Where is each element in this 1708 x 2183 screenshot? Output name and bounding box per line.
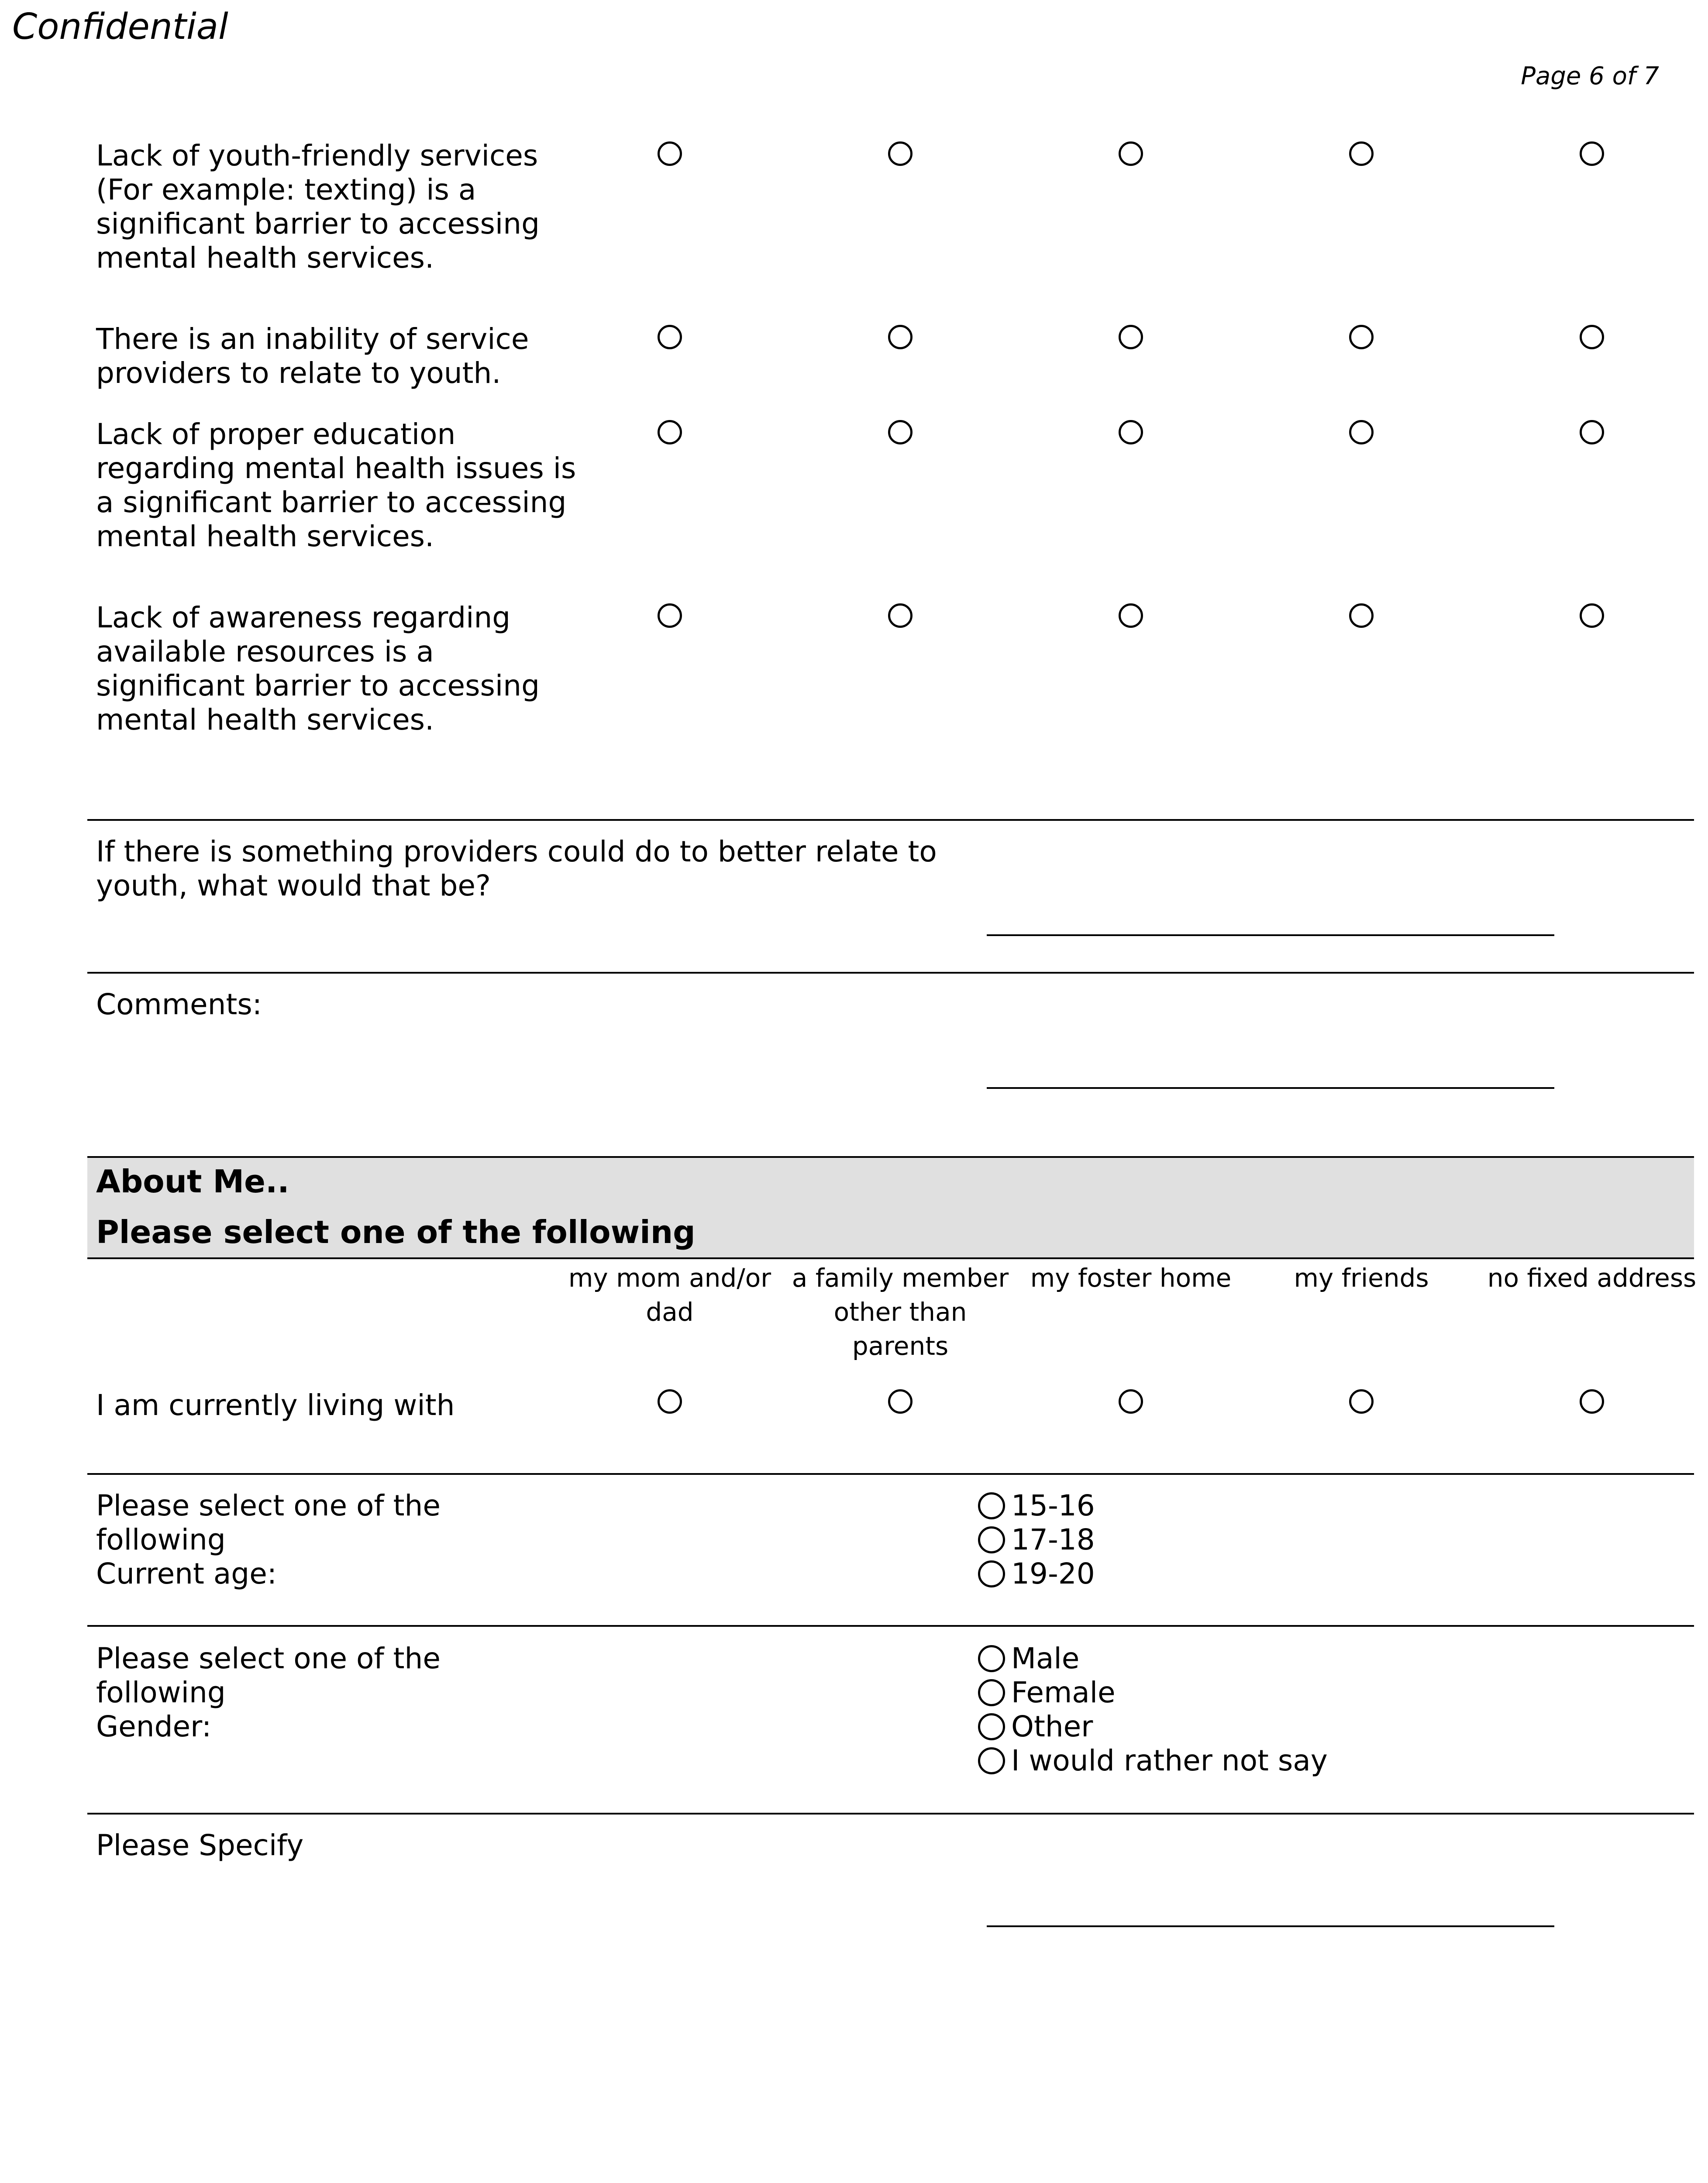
radio-gender-male[interactable] (978, 1645, 1005, 1672)
radio-gender-other[interactable] (978, 1713, 1005, 1740)
column-family-member: a family member other than parents (792, 1263, 1009, 1361)
radio-q3-opt2[interactable] (888, 420, 913, 444)
radio-gender-rather-not-say[interactable] (978, 1747, 1005, 1774)
radio-living-mom-dad[interactable] (658, 1389, 682, 1414)
column-foster-home: my foster home (1030, 1263, 1232, 1293)
comments-label: Comments: (96, 988, 262, 1021)
radio-q4-opt1[interactable] (658, 603, 682, 628)
radio-q2-opt1[interactable] (658, 325, 682, 349)
radio-q3-opt4[interactable] (1349, 420, 1374, 444)
gender-option-label: Female (1011, 1676, 1116, 1709)
radio-age-17-18[interactable] (978, 1526, 1005, 1553)
radio-q2-opt4[interactable] (1349, 325, 1374, 349)
age-instruction: Please select one of the following (96, 1489, 441, 1556)
age-label: Current age: (96, 1557, 277, 1591)
radio-q1-opt1[interactable] (658, 141, 682, 166)
radio-q4-opt4[interactable] (1349, 603, 1374, 628)
gender-instruction: Please select one of the following (96, 1642, 441, 1709)
please-specify-answer-field[interactable] (987, 1925, 1554, 1927)
about-section-title: About Me.. (96, 1163, 289, 1200)
matrix-question-2: There is an inability of service providers to relate to youth. (96, 322, 529, 390)
radio-q1-opt3[interactable] (1119, 141, 1143, 166)
gender-option-label: I would rather not say (1011, 1744, 1328, 1777)
living-question: I am currently living with (96, 1388, 455, 1422)
radio-living-friends[interactable] (1349, 1389, 1374, 1414)
matrix-question-1: Lack of youth-friendly services (For example: texting) is a significant barrier to accessing mental health services. (96, 139, 540, 275)
providers-question: If there is something providers could do to better relate to youth, what would that be? (96, 835, 937, 902)
radio-age-15-16[interactable] (978, 1492, 1005, 1519)
gender-label: Gender: (96, 1710, 212, 1743)
radio-age-19-20[interactable] (978, 1560, 1005, 1587)
divider (87, 1813, 1694, 1815)
radio-q2-opt2[interactable] (888, 325, 913, 349)
providers-answer-field[interactable] (987, 934, 1554, 936)
matrix-question-4: Lack of awareness regarding available resources is a significant barrier to accessing mental health services. (96, 601, 540, 737)
radio-q1-opt2[interactable] (888, 141, 913, 166)
age-option-label: 17-18 (1011, 1523, 1095, 1556)
divider (87, 1625, 1694, 1627)
radio-q4-opt5[interactable] (1580, 603, 1604, 628)
age-option-label: 15-16 (1011, 1489, 1095, 1522)
gender-option-label: Male (1011, 1642, 1080, 1675)
radio-q1-opt4[interactable] (1349, 141, 1374, 166)
radio-q2-opt5[interactable] (1580, 325, 1604, 349)
gender-option[interactable] (978, 1744, 1328, 1778)
radio-living-family-member[interactable] (888, 1389, 913, 1414)
radio-q3-opt1[interactable] (658, 420, 682, 444)
age-option[interactable] (978, 1557, 1095, 1591)
gender-option[interactable] (978, 1710, 1093, 1744)
confidential-label: Confidential (12, 6, 228, 48)
radio-living-no-fixed-address[interactable] (1580, 1389, 1604, 1414)
please-specify-label: Please Specify (96, 1828, 304, 1862)
radio-q4-opt3[interactable] (1119, 603, 1143, 628)
divider (87, 972, 1694, 974)
radio-living-foster-home[interactable] (1119, 1389, 1143, 1414)
gender-question (96, 1642, 576, 1744)
radio-q3-opt3[interactable] (1119, 420, 1143, 444)
column-mom-dad: my mom and/or dad (568, 1263, 771, 1327)
divider (87, 819, 1694, 821)
radio-q1-opt5[interactable] (1580, 141, 1604, 166)
comments-answer-field[interactable] (987, 1087, 1554, 1089)
age-option[interactable] (978, 1489, 1095, 1523)
gender-option[interactable] (978, 1642, 1079, 1676)
radio-gender-female[interactable] (978, 1679, 1005, 1706)
column-no-fixed-address: no fixed address (1487, 1263, 1697, 1293)
age-option[interactable] (978, 1523, 1095, 1557)
column-friends: my friends (1294, 1263, 1429, 1293)
matrix-question-3: Lack of proper education regarding mental health issues is a significant barrier to accessing mental health services. (96, 417, 576, 553)
gender-option[interactable] (978, 1676, 1116, 1710)
age-question (96, 1489, 576, 1591)
radio-q4-opt2[interactable] (888, 603, 913, 628)
gender-option-label: Other (1011, 1710, 1093, 1743)
age-option-label: 19-20 (1011, 1557, 1095, 1591)
page-indicator: Page 6 of 7 (1521, 62, 1659, 90)
radio-q3-opt5[interactable] (1580, 420, 1604, 444)
about-section-subtitle: Please select one of the following (96, 1214, 696, 1250)
divider (87, 1473, 1694, 1475)
radio-q2-opt3[interactable] (1119, 325, 1143, 349)
